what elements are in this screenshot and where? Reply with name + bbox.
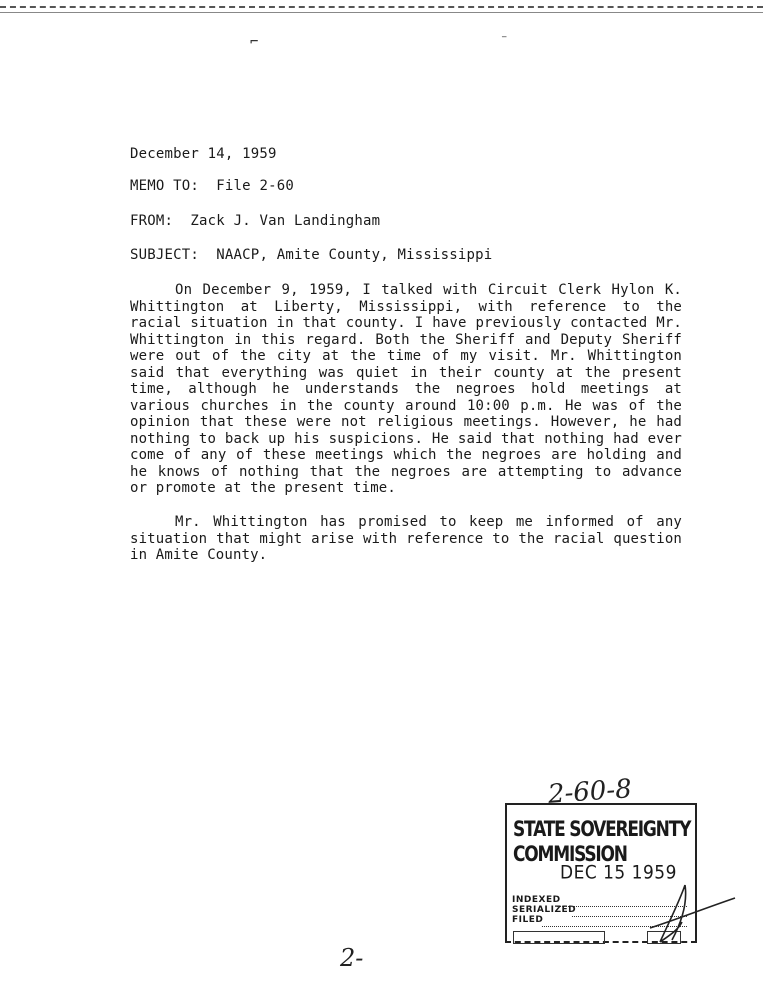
paragraph-text: Mr. Whittington has promised to keep me informed of any situation that might arise with reference to the racial question in Amite County. bbox=[130, 514, 682, 563]
page-top-edge bbox=[0, 6, 763, 8]
from-value: Zack J. Van Landingham bbox=[190, 213, 381, 229]
initials-signature bbox=[630, 880, 740, 960]
handwritten-page-mark: 2- bbox=[340, 944, 364, 972]
handwritten-file-number: 2-60-8 bbox=[547, 774, 633, 810]
subject-label: SUBJECT: bbox=[130, 247, 200, 263]
body-paragraph-2 bbox=[130, 514, 682, 564]
scan-speck: ⌐ bbox=[250, 34, 259, 50]
memo-date: December 14, 1959 bbox=[130, 146, 277, 162]
stamp-label-serialized: SERIALIZED bbox=[512, 905, 577, 915]
memo-to-value: File 2-60 bbox=[216, 178, 294, 194]
subject-value: NAACP, Amite County, Mississippi bbox=[216, 247, 493, 263]
from-line bbox=[130, 213, 380, 229]
from-label: FROM: bbox=[130, 213, 174, 229]
body-paragraph-1 bbox=[130, 282, 682, 497]
memo-to-label: MEMO TO: bbox=[130, 178, 200, 194]
stamp-date: DEC 15 1959 bbox=[560, 862, 677, 884]
subject-line bbox=[130, 247, 492, 263]
stamp-box-left bbox=[513, 931, 605, 944]
stamp-heading: STATE SOVEREIGNTY COMMISSION bbox=[513, 817, 691, 867]
page-top-rule bbox=[0, 12, 763, 13]
memo-to-line bbox=[130, 178, 294, 194]
scan-speck: ⁻ bbox=[500, 32, 509, 48]
paragraph-text: On December 9, 1959, I talked with Circuit Clerk Hylon K. Whittington at Liberty, Mississippi, with reference to the racial situation in that county. I have previously contacted Mr. Whittington in this regard. Both the Sheriff and Deputy Sheriff were out of the city at the time of my visit. Mr. Whittington said that everything was quiet in their county at the present time, although he understands the negroes hold meetings at various churches in the county around 10:00 p.m. He was of the opinion that these were not religious meetings. However, he had nothing to back up his suspicions. He said that nothing had ever come of any of these meetings which the negroes are holding and he knows of nothing that the negroes are attempting to advance or promote at the present time. bbox=[130, 282, 682, 496]
stamp-label-indexed: INDEXED bbox=[512, 895, 561, 905]
stamp-label-filed: FILED bbox=[512, 915, 544, 925]
